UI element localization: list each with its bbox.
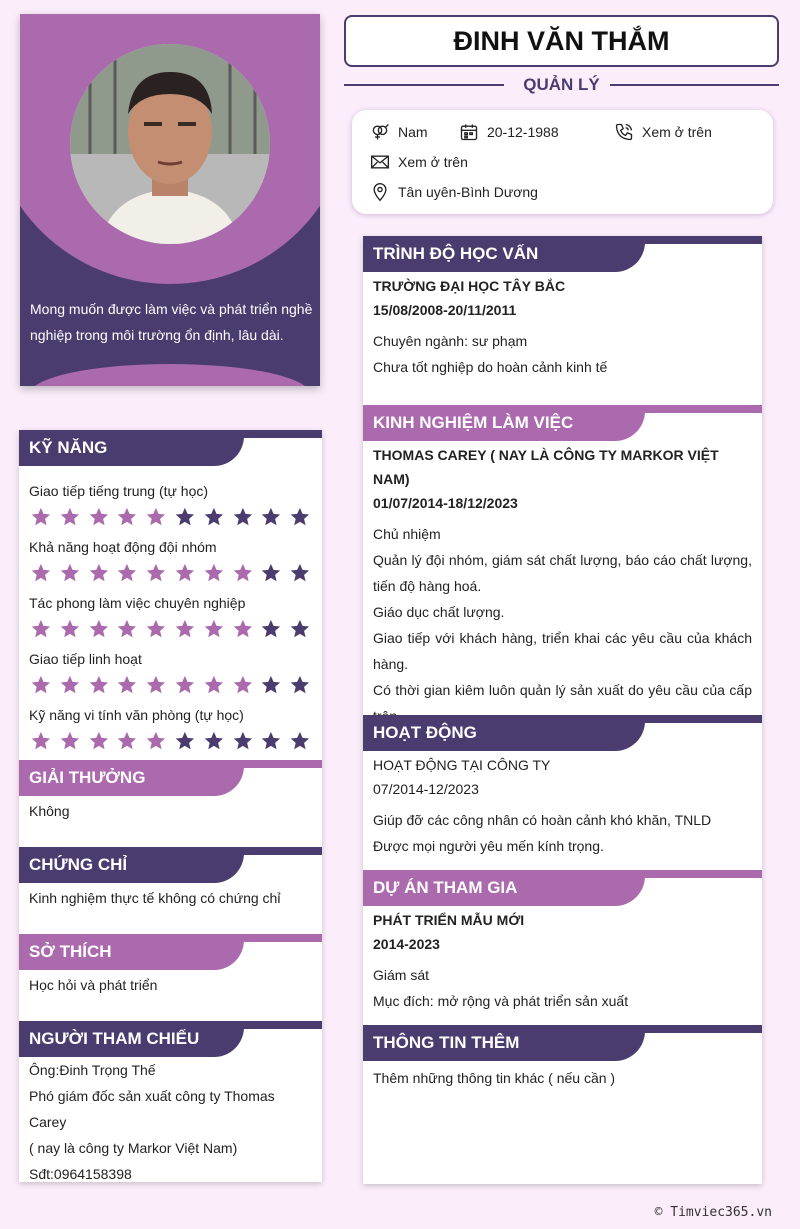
star-icon	[58, 562, 82, 584]
contact-address	[370, 182, 538, 202]
star-icon	[115, 562, 139, 584]
skills-title: KỸ NĂNG	[19, 430, 244, 466]
star-icon	[58, 674, 82, 696]
skill-label: Giao tiếp linh hoạt	[29, 651, 142, 667]
star-icon	[87, 618, 111, 640]
star-icon	[58, 618, 82, 640]
project-period: 2014-2023	[373, 936, 440, 952]
projects-title: DỰ ÁN THAM GIA	[363, 870, 645, 906]
hobbies-header	[19, 934, 322, 970]
references-body	[19, 1057, 322, 1187]
star-icon	[115, 730, 139, 752]
skills-header	[19, 430, 322, 466]
phone-icon	[614, 122, 634, 142]
skill-rating	[29, 730, 312, 752]
star-icon	[87, 562, 111, 584]
gender-icon	[370, 122, 390, 142]
profile-bottom-arc	[30, 364, 310, 386]
phone-value: Xem ở trên	[642, 124, 712, 140]
project-line: Mục đích: mở rộng và phát triển sản xuất	[373, 993, 629, 1009]
star-icon	[173, 618, 197, 640]
more-info-title: THÔNG TIN THÊM	[363, 1025, 645, 1061]
school-name: TRƯỜNG ĐẠI HỌC TÂY BẮC	[373, 278, 566, 294]
star-icon	[173, 506, 197, 528]
gender-value: Nam	[398, 124, 428, 140]
star-icon	[202, 562, 226, 584]
projects-body	[363, 906, 762, 1025]
skill-label: Giao tiếp tiếng trung (tự học)	[29, 483, 209, 499]
star-icon	[259, 730, 283, 752]
star-icon	[115, 506, 139, 528]
star-icon	[231, 674, 255, 696]
experience-line: Có thời gian kiêm luôn quản lý sản xuất do yêu cầu của cấp	[373, 682, 752, 698]
profile-card	[20, 14, 320, 386]
career-objective: Mong muốn được làm việc và phát triển nghề nghiệp trong môi trường ổn định, lâu dài.	[30, 301, 313, 343]
projects-header	[363, 870, 762, 906]
star-icon	[29, 730, 53, 752]
star-icon	[58, 730, 82, 752]
education-line: Chưa tốt nghiệp do hoàn cảnh kinh tế	[373, 359, 608, 375]
email-value: Xem ở trên	[398, 154, 468, 170]
reference-line: ( nay là công ty Markor Việt Nam)	[29, 1140, 238, 1156]
skill-rating	[29, 562, 312, 584]
experience-title: KINH NGHIỆM LÀM VIỆC	[363, 405, 645, 441]
star-icon	[29, 562, 53, 584]
star-icon	[58, 506, 82, 528]
contact-email	[370, 152, 468, 172]
contact-gender	[370, 122, 428, 142]
reference-line: Phó giám đốc sản xuất công ty Thomas Carey	[29, 1088, 275, 1130]
skill-label: Khả năng hoạt động đội nhóm	[29, 539, 217, 555]
birthday-value: 20-12-1988	[487, 124, 559, 140]
star-icon	[144, 730, 168, 752]
role-row	[344, 72, 779, 100]
star-icon	[144, 674, 168, 696]
skill-item	[29, 534, 312, 584]
experience-body	[363, 441, 762, 715]
awards-header	[19, 760, 322, 796]
star-icon	[29, 618, 53, 640]
awards-text: Không	[29, 803, 70, 819]
awards-title: GIẢI THƯỞNG	[19, 760, 244, 796]
skills-list	[19, 466, 322, 752]
star-icon	[202, 730, 226, 752]
experience-line: Giáo dục chất lượng.	[373, 604, 505, 620]
avatar	[70, 44, 270, 244]
star-icon	[144, 562, 168, 584]
education-period: 15/08/2008-20/11/2011	[373, 302, 517, 318]
star-icon	[87, 730, 111, 752]
hobbies-title: SỞ THÍCH	[19, 934, 244, 970]
star-icon	[288, 618, 312, 640]
experience-line: Quản lý đội nhóm, giám sát chất lượng, báo cáo chất lượng, tiến độ hàng hoá.	[373, 552, 752, 594]
skill-item	[29, 478, 312, 528]
star-icon	[202, 674, 226, 696]
star-icon	[29, 506, 53, 528]
project-line: Giám sát	[373, 967, 430, 983]
star-icon	[144, 506, 168, 528]
reference-line: Ông:Đinh Trọng Thế	[29, 1062, 156, 1078]
star-icon	[173, 674, 197, 696]
star-icon	[231, 562, 255, 584]
skill-item	[29, 590, 312, 640]
skill-label: Tác phong làm việc chuyên nghiệp	[29, 595, 246, 611]
activity-line: Giúp đỡ các công nhân có hoàn cảnh khó khăn, TNLD	[373, 812, 712, 828]
more-info-text: Thêm những thông tin khác ( nếu cần )	[373, 1070, 616, 1086]
skill-rating	[29, 618, 312, 640]
star-icon	[259, 562, 283, 584]
activities-title: HOẠT ĐỘNG	[363, 715, 645, 751]
hobbies-text: Học hỏi và phát triển	[29, 977, 158, 993]
education-title: TRÌNH ĐỘ HỌC VẤN	[363, 236, 645, 272]
star-icon	[115, 674, 139, 696]
star-icon	[29, 674, 53, 696]
skill-item	[29, 702, 312, 752]
star-icon	[288, 674, 312, 696]
company-name: THOMAS CAREY ( NAY LÀ CÔNG TY MARKOR VIỆT NAM)	[373, 447, 719, 487]
star-icon	[231, 730, 255, 752]
candidate-name: ĐINH VĂN THẮM	[344, 15, 779, 67]
skill-rating	[29, 674, 312, 696]
experience-line: Chủ nhiệm	[373, 526, 441, 542]
skill-rating	[29, 506, 312, 528]
location-pin-icon	[370, 182, 390, 202]
star-icon	[202, 506, 226, 528]
star-icon	[202, 618, 226, 640]
activities-body	[363, 751, 762, 870]
more-info-header	[363, 1025, 762, 1061]
experience-line: Giao tiếp với khách hàng, triển khai các yêu cầu của khách hàng.	[373, 630, 752, 672]
star-icon	[173, 562, 197, 584]
calendar-icon	[459, 122, 479, 142]
activity-line: Được mọi người yêu mến kính trọng.	[373, 838, 604, 854]
star-icon	[259, 674, 283, 696]
star-icon	[144, 618, 168, 640]
star-icon	[87, 506, 111, 528]
star-icon	[259, 618, 283, 640]
star-icon	[231, 618, 255, 640]
certificates-title: CHỨNG CHỈ	[19, 847, 244, 883]
contact-birthday	[459, 122, 559, 142]
skill-label: Kỹ năng vi tính văn phòng (tự học)	[29, 707, 244, 723]
star-icon	[173, 730, 197, 752]
star-icon	[87, 674, 111, 696]
envelope-icon	[370, 152, 390, 172]
contact-box	[352, 110, 773, 214]
references-title: NGƯỜI THAM CHIẾU	[19, 1021, 244, 1057]
footer-credit: © Timviec365.vn	[654, 1205, 772, 1220]
reference-line: Sđt:0964158398	[29, 1166, 132, 1182]
contact-phone	[614, 122, 712, 142]
activity-period: 07/2014-12/2023	[373, 781, 479, 797]
star-icon	[288, 730, 312, 752]
left-column	[19, 430, 322, 1182]
star-icon	[288, 506, 312, 528]
star-icon	[288, 562, 312, 584]
education-body	[363, 272, 762, 405]
job-title: QUẢN LÝ	[523, 75, 600, 94]
activities-header	[363, 715, 762, 751]
right-column	[363, 236, 762, 1184]
activity-name: HOẠT ĐỘNG TẠI CÔNG TY	[373, 757, 551, 773]
address-value: Tân uyên-Bình Dương	[398, 184, 538, 200]
star-icon	[259, 506, 283, 528]
experience-period: 01/07/2014-18/12/2023	[373, 495, 518, 511]
certificates-header	[19, 847, 322, 883]
star-icon	[115, 618, 139, 640]
project-name: PHÁT TRIỂN MẪU MỚI	[373, 912, 525, 928]
education-line: Chuyên ngành: sư phạm	[373, 333, 528, 349]
certificates-text: Kinh nghiệm thực tế không có chứng chỉ	[29, 890, 281, 906]
star-icon	[231, 506, 255, 528]
skill-item	[29, 646, 312, 696]
education-header	[363, 236, 762, 272]
experience-header	[363, 405, 762, 441]
references-header	[19, 1021, 322, 1057]
